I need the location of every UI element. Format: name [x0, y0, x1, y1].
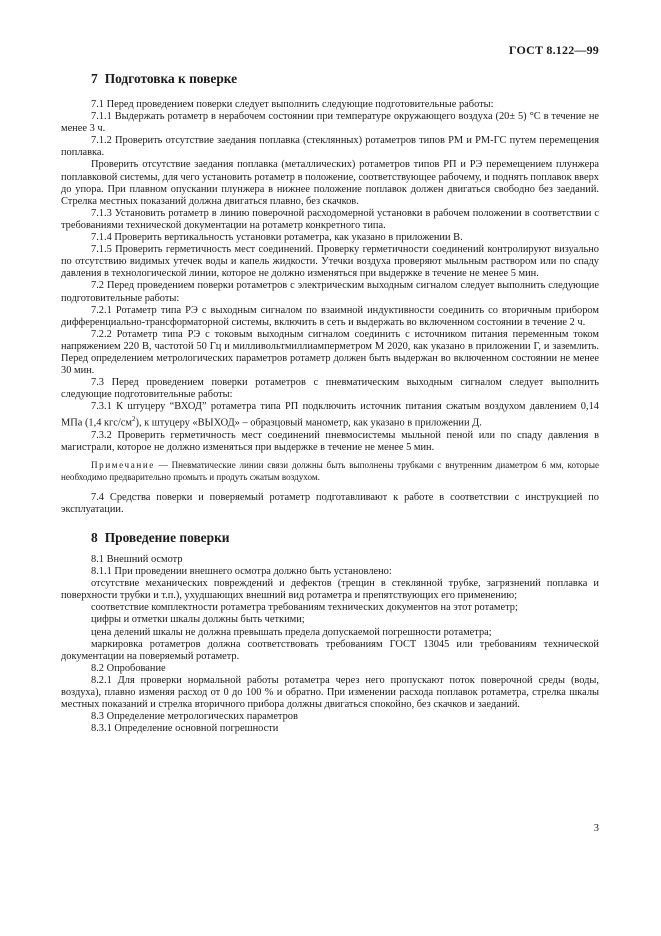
paragraph: 8.3.1 Определение основной погрешности — [91, 723, 279, 735]
paragraph: 7.1.5 Проверить герметичность мест соединений. Проверку герметичности соединений контролируют визуально по отсутствию видимых утечек воды и капель жидкости. Утечки воздуха проверяют мыльным раствором или по спаду давления в технологической линии, которое не должно изменяться при выдержке в течение не менее 5 мин. — [61, 244, 599, 280]
paragraph: 8.1.1 При проведении внешнего осмотра должно быть установлено: — [91, 566, 392, 578]
paragraph: 8.2.1 Для проверки нормальной работы ротаметра через него пропускают поток поверочной среды (воды, воздуха), плавно изменяя расход от 0 до 100 % и обратно. При изменении расхода поплавок ротаметра, стрелка шкалы местных показаний и стрелка вторичного прибора должны двигаться спокойно, без скачков и заеданий. — [61, 674, 599, 711]
section-number: 7 — [91, 71, 98, 86]
paragraph: 7.3 Перед проведением поверки ротаметров с пневматическим выходным сигналом следует выполнить следующие подготовительные работы: — [61, 377, 599, 401]
note — [61, 460, 599, 484]
paragraph: 8.3 Определение метрологических параметров — [91, 711, 298, 723]
paragraph: 7.2.1 Ротаметр типа РЭ с выходным сигналом по взаимной индуктивности соединить со вторичным прибором дифференциально-трансформаторной системы, включить в сеть и выдержать во включенном состоянии в течение 2 ч. — [61, 304, 599, 328]
paragraph: 7.3.2 Проверить герметичность мест соединений пневмосистемы мыльной пеной или по спаду давления в магистрали, которое не должно изменяться при выдержке в течение не менее 5 мин. — [61, 430, 599, 454]
paragraph-text: ), к штуцеру «ВЫХОД» – образцовый манометр, как указано в приложении Д. — [135, 417, 482, 429]
paragraph: 7.2.2 Ротаметр типа РЭ с токовым выходным сигналом соединить с источником питания переменным током напряжением 220 В, частотой 50 Гц и милливольтмиллиамперметром М 2020, как указано в приложении Г, и заземлить. Перед определением метрологических параметров ротаметр должен быть выдержан во включенном состоянии не менее 30 мин. — [61, 328, 599, 377]
paragraph: отсутствие механических повреждений и дефектов (трещин в стеклянной трубке, загрязнений поплавка и поверхности трубки и т.п.), ухудшающих внешний вид ротаметра и препятствующих его применению; — [61, 578, 599, 602]
superscript: 2 — [132, 415, 136, 424]
page-number: 3 — [593, 823, 599, 834]
paragraph: цена делений шкалы не должна превышать предела допускаемой погрешности ротаметра; — [91, 626, 492, 638]
section-number: 8 — [91, 529, 98, 545]
page-content — [61, 71, 599, 735]
paragraph: 7.2 Перед проведением поверки ротаметров с электрическим выходным сигналом следует выполнить следующие подготовительные работы: — [61, 280, 599, 304]
paragraph: цифры и отметки шкалы должны быть четкими; — [91, 614, 305, 626]
paragraph: 7.1.4 Проверить вертикальность установки ротаметра, как указано в приложении В. — [91, 232, 463, 244]
paragraph-text: 7.3.1 К штуцеру “ВХОД” ротаметра типа РП подключить источник питания сжатым воздухом давлением 0,14 МПа (1,4 кгс/см — [61, 401, 599, 429]
document-code: ГОСТ 8.122—99 — [508, 43, 599, 57]
paragraph: 8.2 Опробование — [91, 662, 166, 674]
section-7-heading — [61, 71, 599, 87]
paragraph: 7.4 Средства поверки и поверяемый ротаметр подготавливают к работе в соответствии с инструкцией по эксплуатации. — [61, 491, 599, 515]
section-title: Подготовка к поверке — [104, 71, 238, 86]
paragraph: Проверить отсутствие заедания поплавка (металлических) ротаметров типов РП и РЭ перемещением плунжера поплавковой системы, для чего установить ротаметр в положение, соответствующее рабочему, и поднять поплавок вверх до упора. При плавном опускании плунжера в нижнее положение поплавок должен двигаться свободно без заеданий. Стрелка местных показаний должна двигаться плавно, без скачков. — [61, 159, 599, 207]
paragraph: 7.1.3 Установить ротаметр в линию поверочной расходомерной установки в рабочем положении в соответствии с требованиями технической документации на ротаметр конкретного типа. — [61, 207, 599, 231]
note-text: — Пневматические линии связи должны быть выполнены трубками с внутренним диаметром 6 мм, которые необходимо предварительно промыть и продуть сжатым воздухом. — [61, 460, 599, 482]
note-label: Примечание — [91, 460, 155, 471]
paragraph-7-3-1 — [61, 401, 599, 430]
section-8-heading — [61, 530, 599, 546]
paragraph: маркировка ротаметров должна соответствовать требованиям ГОСТ 13045 или требованиям технической документации на поверяемый ротаметр. — [61, 638, 599, 662]
paragraph: 7.1.1 Выдержать ротаметр в нерабочем состоянии при температуре окружающего воздуха (20± 5) °С в течение не менее 3 ч. — [61, 111, 599, 135]
section-title: Проведение поверки — [104, 529, 230, 545]
paragraph: соответствие комплектности ротаметра требованиям технических документов на этот ротаметр; — [91, 602, 518, 614]
paragraph: 8.1 Внешний осмотр — [91, 553, 183, 565]
paragraph: 7.1.2 Проверить отсутствие заедания поплавка (стеклянных) ротаметров типов РМ и РМ-ГС путем перемещения поплавка. — [61, 135, 599, 159]
paragraph: 7.1 Перед проведением поверки следует выполнить следующие подготовительные работы: — [91, 99, 494, 110]
